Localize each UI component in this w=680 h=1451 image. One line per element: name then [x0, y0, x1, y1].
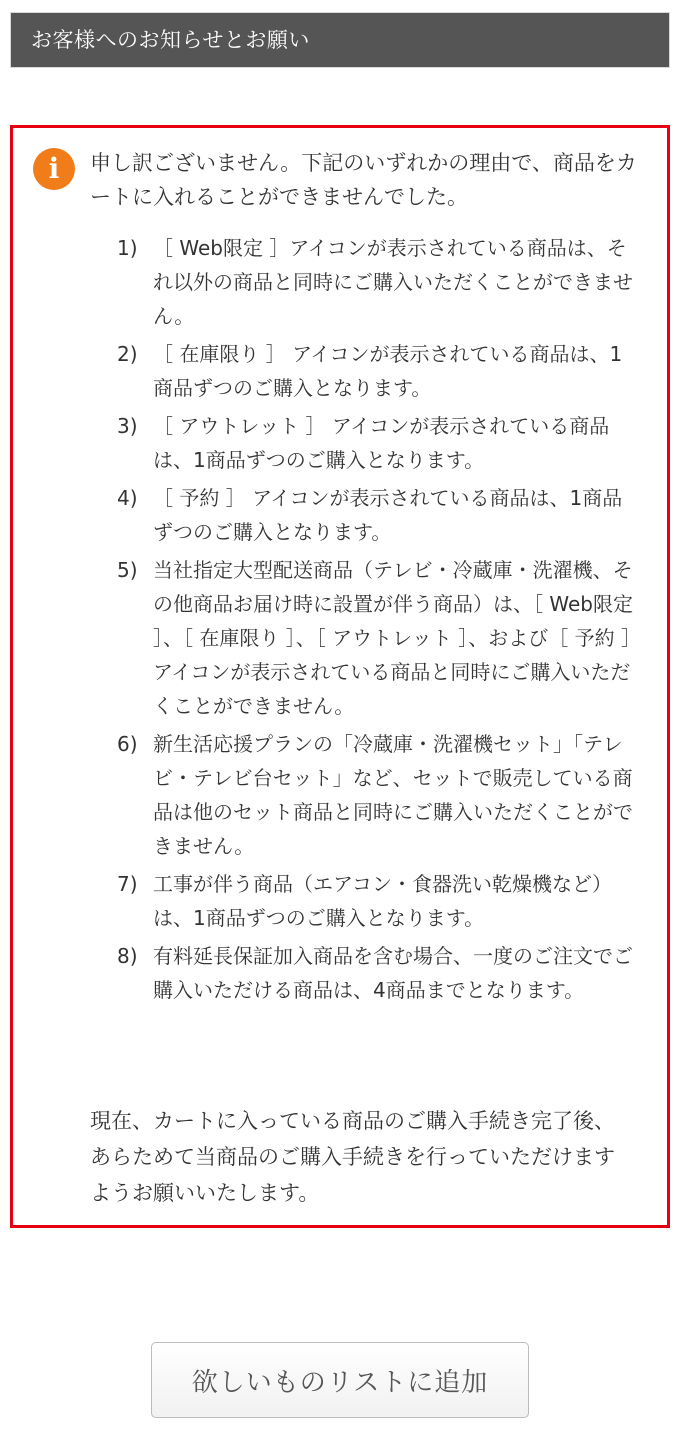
page-title: お客様へのお知らせとお願い — [10, 12, 670, 68]
reason-number: 7) — [117, 872, 138, 896]
list-item — [117, 409, 637, 477]
list-item — [117, 727, 637, 863]
reason-number: 3) — [117, 414, 138, 438]
reason-text: 有料延長保証加入商品を含む場合、一度のご注文でご購入いただける商品は、4商品までとなります。 — [153, 944, 633, 1002]
reason-text: ［ Web限定 ］アイコンが表示されている商品は、それ以外の商品と同時にご購入いただくことができません。 — [153, 236, 633, 328]
notice-closing: 現在、カートに入っている商品のご購入手続き完了後、あらためて当商品のご購入手続きを行っていただけますようお願いいたします。 — [90, 1109, 615, 1205]
reason-number: 8) — [117, 944, 138, 968]
list-item — [117, 481, 637, 549]
reason-number: 5) — [117, 558, 138, 582]
reason-text: ［ 予約 ］ アイコンが表示されている商品は、1商品ずつのご購入となります。 — [153, 486, 623, 544]
reason-number: 2) — [117, 342, 138, 366]
list-item — [117, 867, 637, 935]
reason-list — [117, 231, 637, 1011]
list-item — [117, 939, 637, 1007]
notice-box — [10, 125, 670, 1228]
reason-text: 当社指定大型配送商品（テレビ・冷蔵庫・洗濯機、その他商品お届け時に設置が伴う商品）は、［ Web限定 ］、［ 在庫限り ］、［ アウトレット ］、および［ 予約 ］アイコンが表示されている商品と同時にご購入いただくことができません。 — [153, 558, 633, 718]
notice-intro: 申し訳ございません。下記のいずれかの理由で、商品をカートに入れることができませんでした。 — [90, 151, 637, 209]
reason-text: 工事が伴う商品（エアコン・食器洗い乾燥機など）は、1商品ずつのご購入となります。 — [153, 872, 612, 930]
list-item — [117, 553, 637, 723]
list-item — [117, 231, 637, 333]
reason-number: 4) — [117, 486, 138, 510]
info-icon: i — [33, 148, 75, 190]
add-to-wishlist-button[interactable]: 欲しいものリストに追加 — [151, 1342, 529, 1418]
reason-text: ［ アウトレット ］ アイコンが表示されている商品は、1商品ずつのご購入となります。 — [153, 414, 610, 472]
reason-text: 新生活応援プランの「冷蔵庫・洗濯機セット」「テレビ・テレビ台セット」など、セットで販売している商品は他のセット商品と同時にご購入いただくことができません。 — [153, 732, 633, 858]
reason-number: 1) — [117, 236, 138, 260]
list-item — [117, 337, 637, 405]
reason-number: 6) — [117, 732, 138, 756]
reason-text: ［ 在庫限り ］ アイコンが表示されている商品は、1商品ずつのご購入となります。 — [153, 342, 623, 400]
